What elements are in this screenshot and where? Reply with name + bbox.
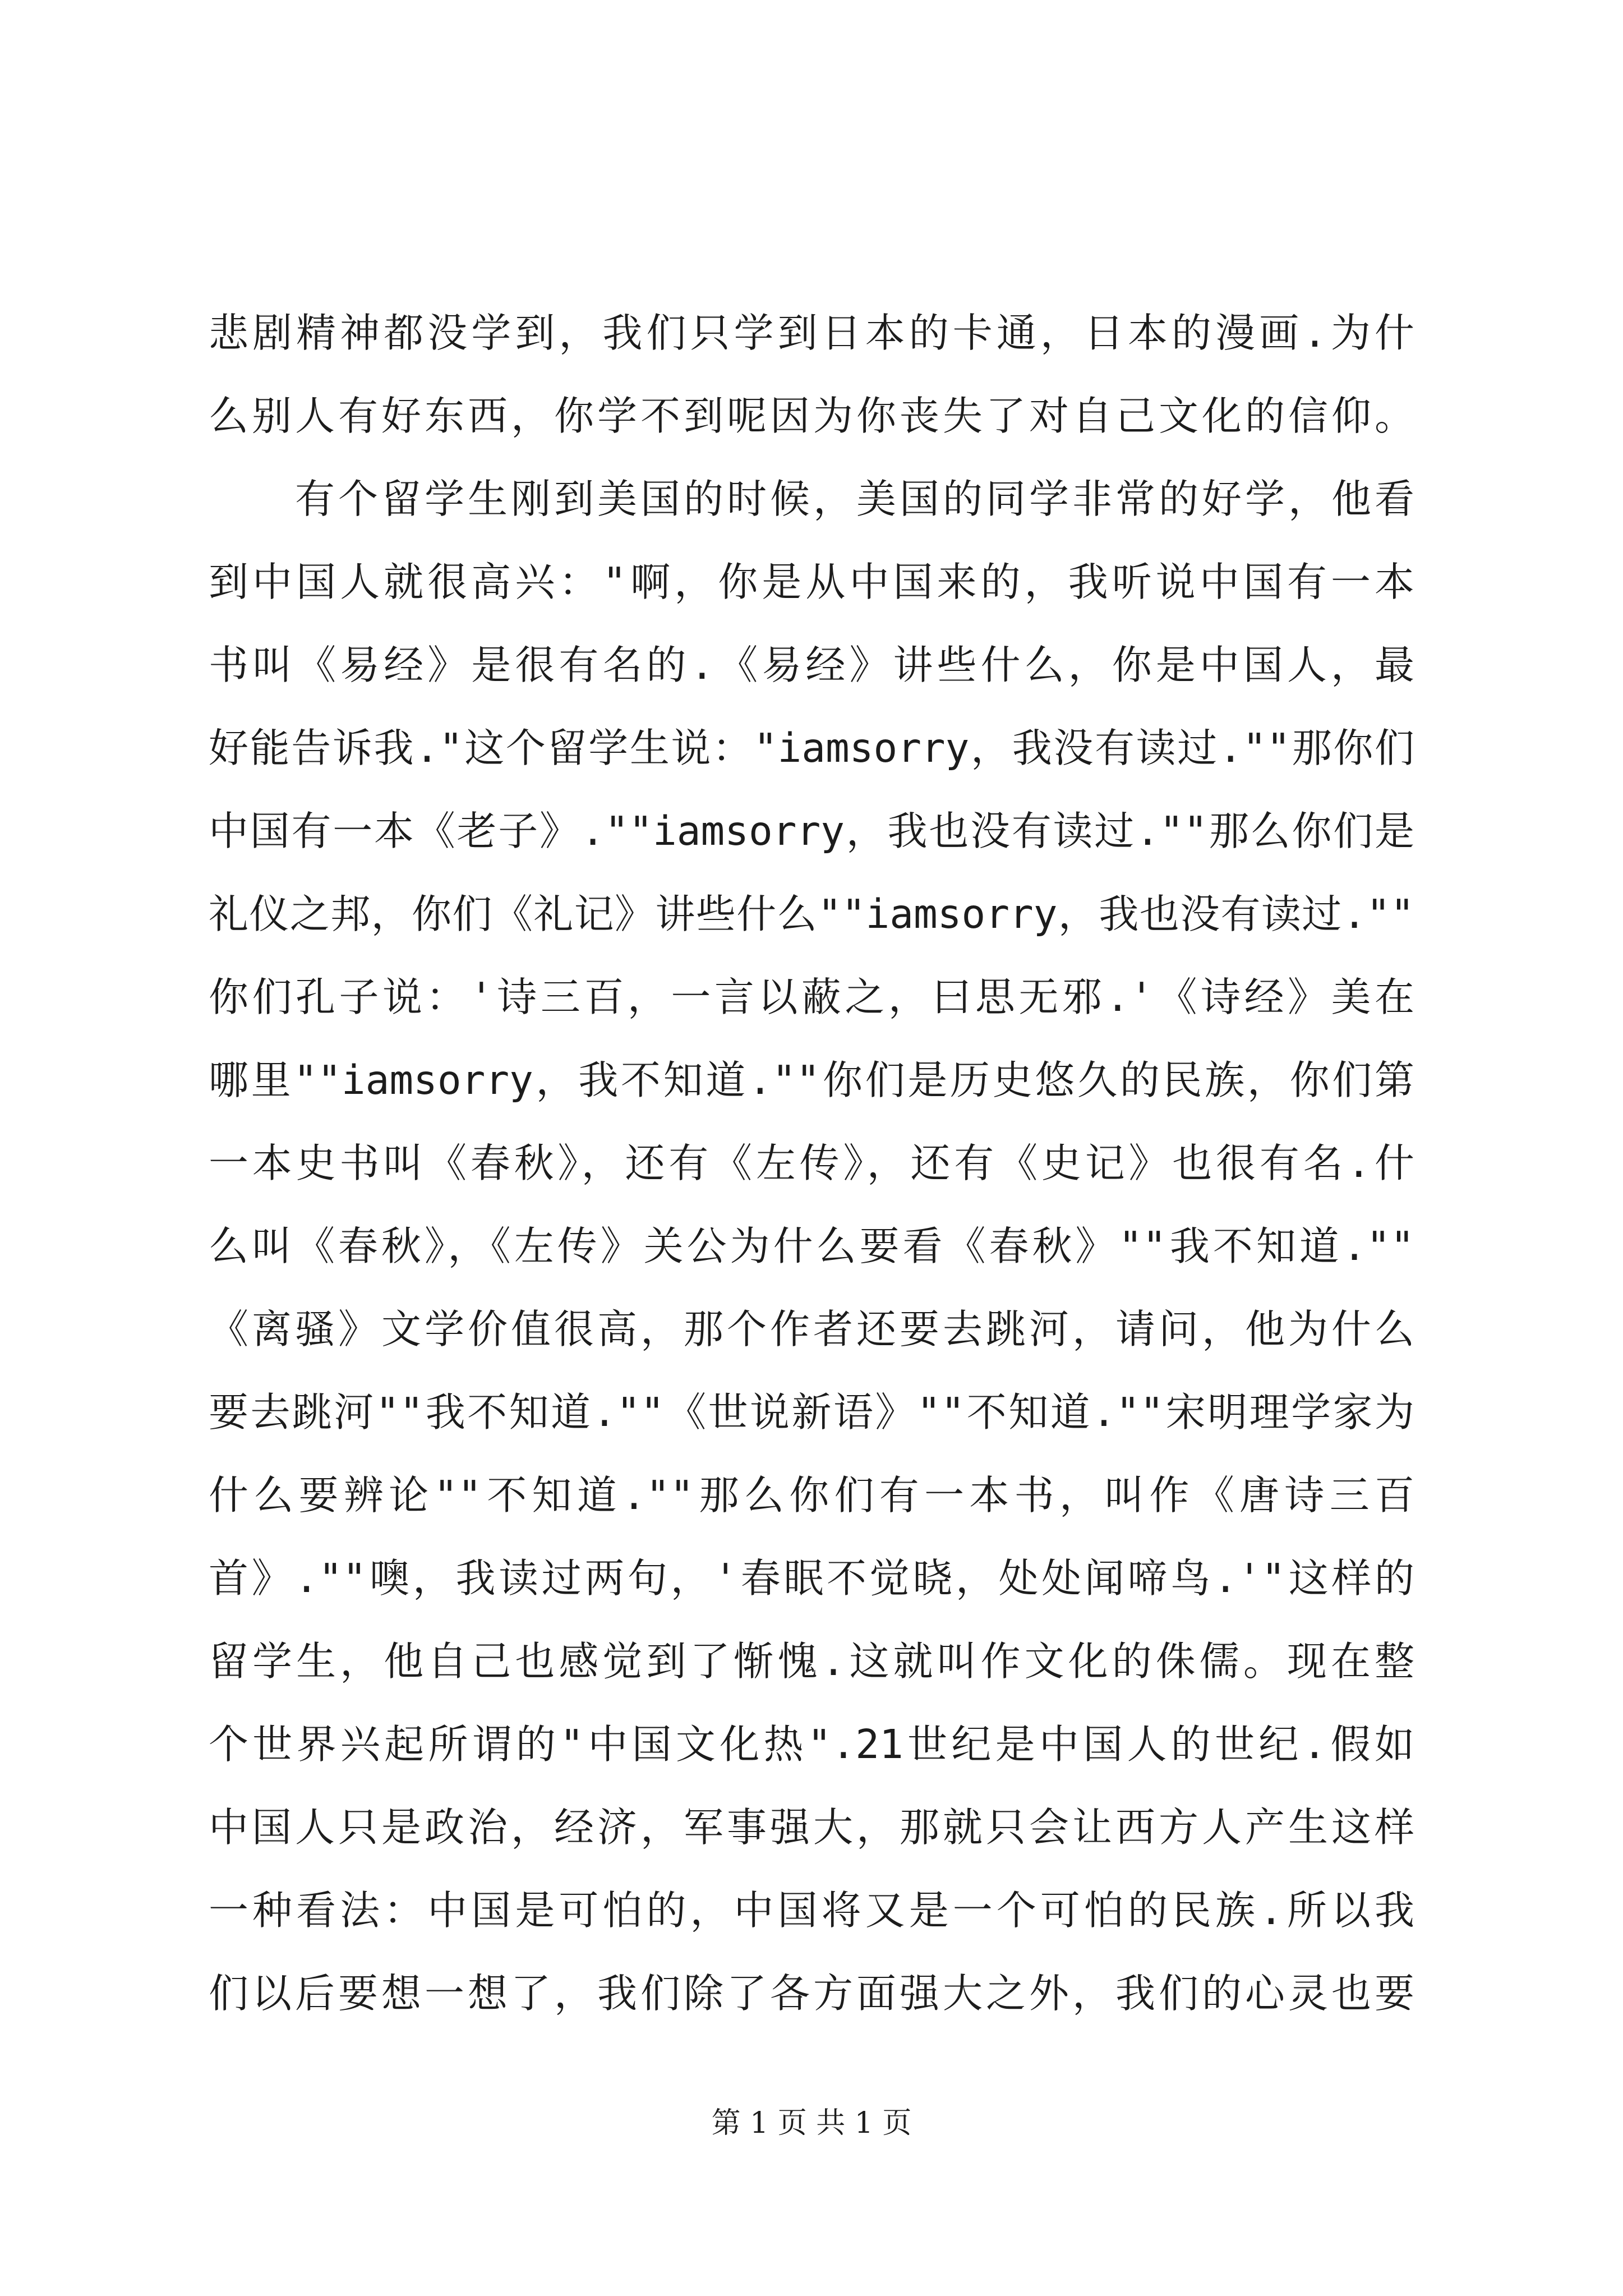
- text-line: 么叫《春秋》，《左传》关公为什么要看《春秋》""我不知道."": [209, 1223, 1414, 1269]
- page-number-footer: 第 1 页 共 1 页: [711, 2106, 912, 2140]
- text-line: 一种看法：中国是可怕的，中国将又是一个可怕的民族.所以我: [209, 1887, 1414, 1934]
- text-line: 哪里""iamsorry，我不知道.""你们是历史悠久的民族，你们第: [209, 1057, 1414, 1103]
- text-line: 中国人只是政治，经济，军事强大，那就只会让西方人产生这样: [209, 1804, 1414, 1851]
- body-text: [209, 292, 1414, 2035]
- text-line: 《离骚》文学价值很高，那个作者还要去跳河，请问，他为什么: [209, 1306, 1414, 1352]
- text-line: 留学生，他自己也感觉到了惭愧.这就叫作文化的侏儒。现在整: [209, 1638, 1414, 1685]
- text-line: 首》.""噢，我读过两句，'春眠不觉晓，处处闻啼鸟.'"这样的: [209, 1555, 1414, 1602]
- text-line: 礼仪之邦，你们《礼记》讲些什么""iamsorry，我也没有读过."": [209, 891, 1414, 937]
- text-line: 悲剧精神都没学到，我们只学到日本的卡通，日本的漫画.为什: [209, 310, 1414, 356]
- text-line: 要去跳河""我不知道.""《世说新语》""不知道.""宋明理学家为: [209, 1389, 1414, 1435]
- text-line: 么别人有好东西，你学不到呢因为你丧失了对自己文化的信仰。: [209, 393, 1414, 439]
- text-line: 什么要辨论""不知道.""那么你们有一本书，叫作《唐诗三百: [209, 1472, 1414, 1519]
- text-line: 你们孔子说：'诗三百，一言以蔽之，曰思无邪.'《诗经》美在: [209, 974, 1414, 1020]
- text-line: 个世界兴起所谓的"中国文化热".21世纪是中国人的世纪.假如: [209, 1721, 1414, 1768]
- text-line: 中国有一本《老子》.""iamsorry，我也没有读过.""那么你们是: [209, 808, 1414, 854]
- text-line: 好能告诉我."这个留学生说："iamsorry，我没有读过.""那你们: [209, 725, 1414, 771]
- text-line: 一本史书叫《春秋》，还有《左传》，还有《史记》也很有名.什: [209, 1140, 1414, 1186]
- text-line: 到中国人就很高兴："啊，你是从中国来的，我听说中国有一本: [209, 559, 1414, 605]
- text-line: 有个留学生刚到美国的时候，美国的同学非常的好学，他看: [209, 476, 1414, 522]
- text-line: 们以后要想一想了，我们除了各方面强大之外，我们的心灵也要: [209, 1970, 1414, 2017]
- text-line: 书叫《易经》是很有名的.《易经》讲些什么，你是中国人，最: [209, 642, 1414, 688]
